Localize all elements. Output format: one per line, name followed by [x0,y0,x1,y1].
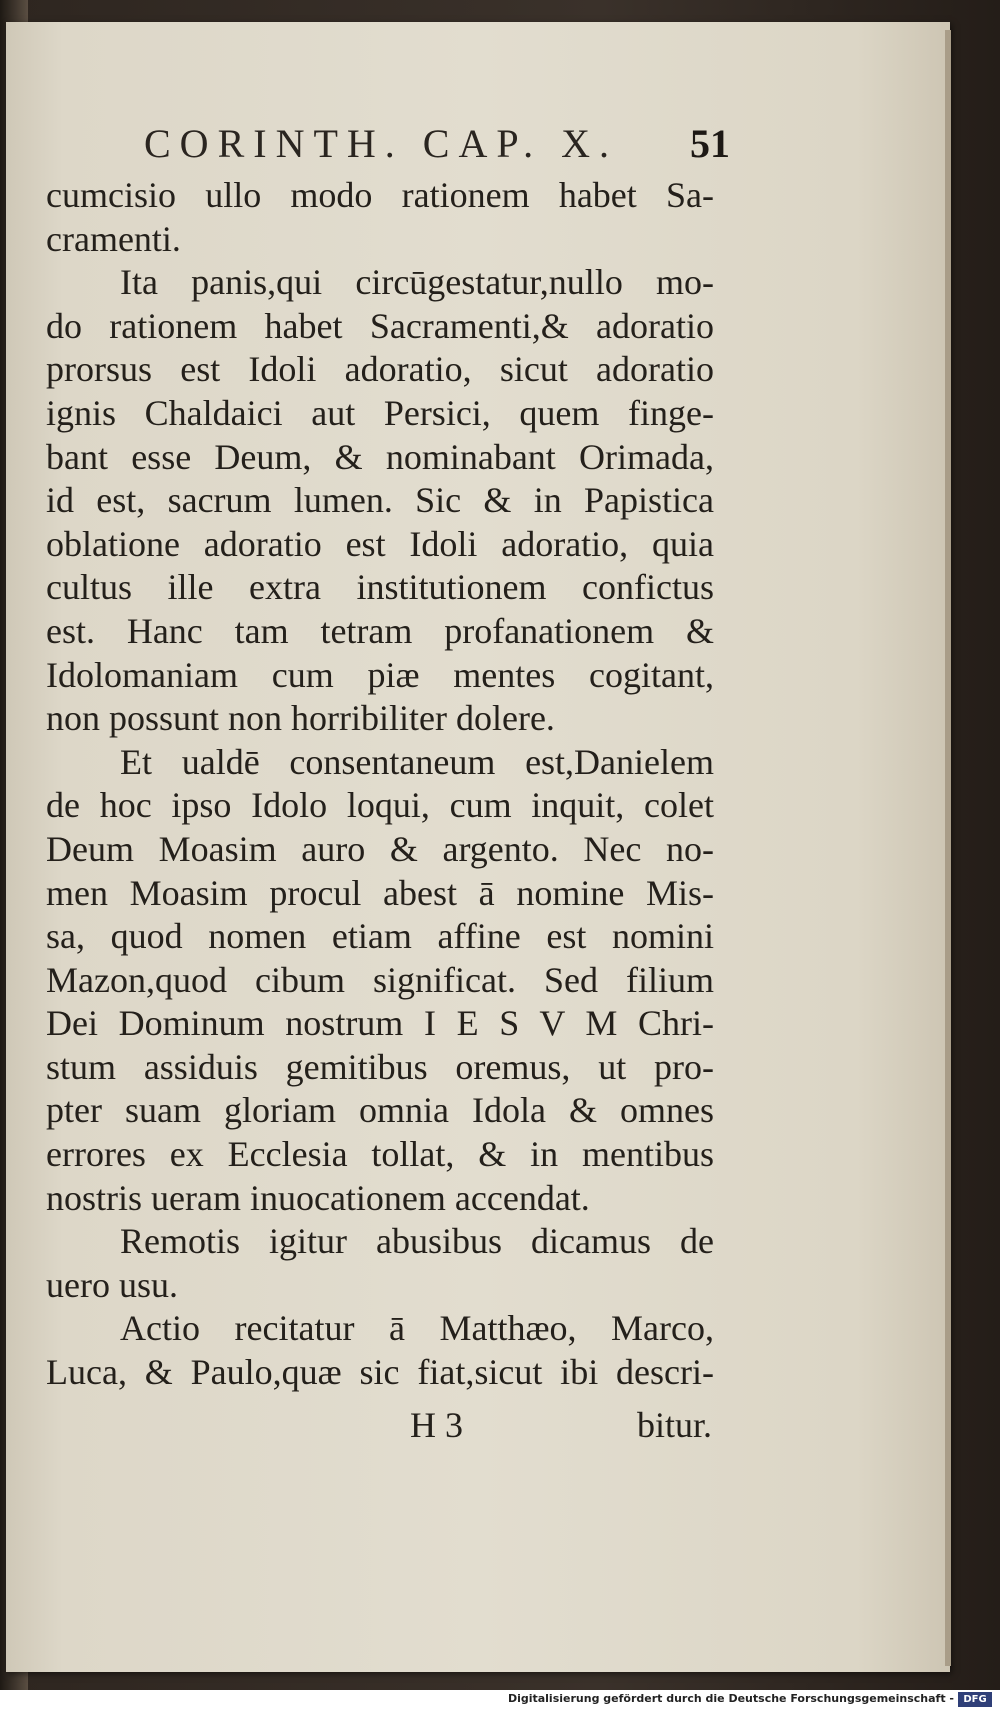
text-line: bant esse Deum, & nominabant Orimada, [46,436,714,477]
catchword: bitur. [636,1405,712,1445]
catchline [410,1404,712,1448]
text-line: Deum Moasim auro & argento. Nec no- [46,828,714,869]
text-line: Dei Dominum nostrum I E S V M Chri- [46,1003,714,1044]
text-line: Et ualdē consentaneum est,Danielem [120,741,714,782]
text-line: est. Hanc tam tetram profanationem & [46,610,714,651]
text-line: cramenti. [46,218,181,259]
text-line: non possunt non horribiliter dolere. [46,698,555,739]
text-line: Luca, & Paulo,quæ sic fiat,sicut ibi descri- [46,1352,714,1393]
text-line: errores ex Ecclesia tollat, & in mentibus [46,1134,714,1175]
text-line: de hoc ipso Idolo loqui, cum inquit, colet [46,785,714,826]
dfg-logo: DFG [958,1692,992,1707]
text-line: prorsus est Idoli adoratio, sicut adoratio [46,349,714,390]
text-line: cumcisio ullo modo rationem habet Sa- [46,175,714,215]
text-line: Mazon,quod cibum significat. Sed filium [46,959,714,1000]
text-line: id est, sacrum lumen. Sic & in Papistica [46,480,714,521]
text-line: men Moasim procul abest ā nomine Mis- [46,872,714,913]
digitization-credit: Digitalisierung gefördert durch die Deutsche Forschungsgemeinschaft - [507,1692,954,1705]
text-line: sa, quod nomen etiam affine est nomini [46,916,714,957]
text-line: oblatione adoratio est Idoli adoratio, quia [46,523,714,564]
text-line: cultus ille extra institutionem confictus [46,567,714,608]
text-line: Actio recitatur ā Matthæo, Marco, [120,1308,714,1349]
book-page [6,22,950,1672]
running-head: CORINTH. CAP. X. [144,121,619,166]
body-text [46,174,714,1395]
text-line: Ita panis,qui circūgestatur,nullo mo- [120,262,714,303]
page-number: 51 [690,121,730,166]
text-line: do rationem habet Sacramenti,& adoratio [46,305,714,346]
text-line: Idolomaniam cum piæ mentes cogitant, [46,654,714,695]
text-line: ignis Chaldaici aut Persici, quem finge- [46,392,714,433]
text-line: uero usu. [46,1264,178,1305]
text-line: Remotis igitur abusibus dicamus de [120,1221,714,1262]
text-line: stum assiduis gemitibus oremus, ut pro- [46,1046,714,1087]
page-header [144,120,730,170]
signature-mark: H 3 [410,1405,463,1445]
page-edge [945,30,951,1666]
text-line: pter suam gloriam omnia Idola & omnes [46,1090,714,1131]
text-line: nostris ueram inuocationem accendat. [46,1177,590,1218]
